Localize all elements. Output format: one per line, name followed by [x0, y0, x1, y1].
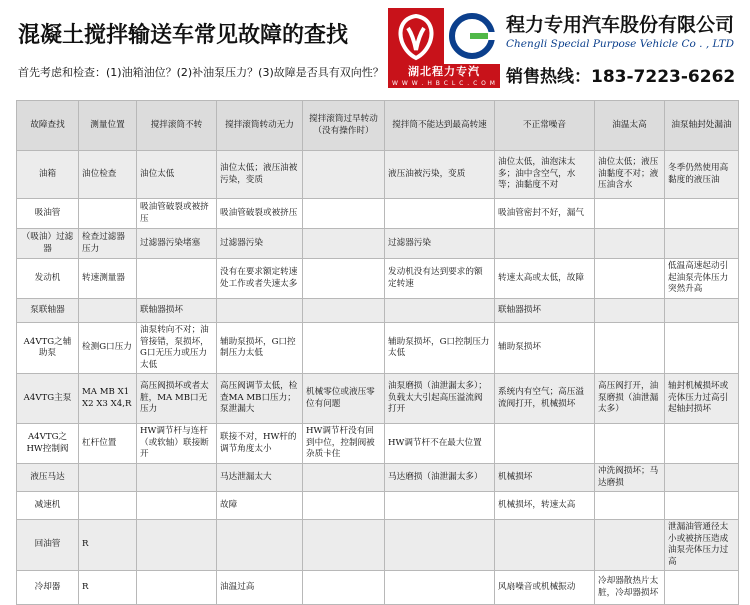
- table-row: [17, 229, 739, 259]
- header-cell: 油温太高: [595, 101, 665, 151]
- table-cell: [385, 520, 495, 571]
- row-label-cell: 液压马达: [17, 464, 79, 492]
- table-cell: [385, 492, 495, 520]
- table-cell: 油位太低；液压油被污染，变质: [217, 151, 303, 199]
- table-cell: [303, 229, 385, 259]
- table-cell: [79, 464, 137, 492]
- table-row: [17, 492, 739, 520]
- table-cell: 检查过滤器压力: [79, 229, 137, 259]
- table-cell: 机械损坏，转速太高: [495, 492, 595, 520]
- table-cell: 过滤器污染堵塞: [137, 229, 217, 259]
- table-row: [17, 299, 739, 323]
- table-cell: [79, 492, 137, 520]
- row-label-cell: （吸油）过滤器: [17, 229, 79, 259]
- table-cell: 油位检查: [79, 151, 137, 199]
- table-cell: 高压阀调节太低，检查MA MB口压力；泵泄漏大: [217, 374, 303, 424]
- table-cell: [595, 323, 665, 374]
- fault-table: [16, 100, 739, 605]
- table-cell: 吸油管密封不好，漏气: [495, 199, 595, 229]
- table-cell: [303, 199, 385, 229]
- table-cell: [303, 520, 385, 571]
- table-cell: 辅助泵损坏，G口控制压力太低: [385, 323, 495, 374]
- table-cell: [495, 229, 595, 259]
- table-cell: R: [79, 571, 137, 605]
- table-cell: [79, 199, 137, 229]
- row-label-cell: 泵联轴器: [17, 299, 79, 323]
- table-cell: [665, 464, 739, 492]
- table-cell: [303, 492, 385, 520]
- table-cell: 辅助泵损坏，G口控制压力太低: [217, 323, 303, 374]
- table-cell: 吸油管破裂或被挤压: [217, 199, 303, 229]
- table-cell: [137, 520, 217, 571]
- table-cell: [595, 199, 665, 229]
- table-cell: HW调节杆与连杆（或软轴）联接断开: [137, 424, 217, 464]
- company-name-en: Chengli Special Purpose Vehicle Co . , LTD: [506, 38, 735, 50]
- header-cell: 搅拌滚筒过早转动（没有操作时）: [303, 101, 385, 151]
- table-cell: 低温高速起动引起油泵壳体压力突然升高: [665, 259, 739, 299]
- table-cell: [665, 199, 739, 229]
- table-cell: 联轴器损坏: [137, 299, 217, 323]
- table-cell: 机械零位或液压零位有问题: [303, 374, 385, 424]
- table-cell: 过滤器污染: [217, 229, 303, 259]
- table-cell: [137, 492, 217, 520]
- table-cell: [595, 229, 665, 259]
- table-cell: 马达泄漏太大: [217, 464, 303, 492]
- table-cell: 转速测量器: [79, 259, 137, 299]
- dongfeng-emblem-icon: [388, 8, 444, 64]
- table-header-row: [17, 101, 739, 151]
- table-cell: [137, 259, 217, 299]
- row-label-cell: 油箱: [17, 151, 79, 199]
- table-cell: [665, 424, 739, 464]
- sales-hotline: 销售热线：183-7223-6262: [506, 67, 736, 87]
- table-cell: [303, 259, 385, 299]
- row-label-cell: 冷却器: [17, 571, 79, 605]
- table-cell: 油泵磨损（油泄漏太多）；负载太大引起高压溢流阀打开: [385, 374, 495, 424]
- header-cell: 搅拌滚筒转动无力: [217, 101, 303, 151]
- table-cell: 没有在要求额定转速处工作或者失速太多: [217, 259, 303, 299]
- table-cell: 马达磨损（油泄漏太多）: [385, 464, 495, 492]
- chengli-emblem-icon: [444, 8, 500, 64]
- logo-white-panel: [444, 8, 500, 64]
- table-cell: 过滤器污染: [385, 229, 495, 259]
- table-cell: R: [79, 520, 137, 571]
- row-label-cell: A4VTG之HW控制阀: [17, 424, 79, 464]
- table-cell: MA MB X1 X2 X3 X4,R: [79, 374, 137, 424]
- header-cell: 搅拌筒不能达到最高转速: [385, 101, 495, 151]
- table-cell: 系统内有空气；高压溢流阀打开，机械损坏: [495, 374, 595, 424]
- table-row: [17, 520, 739, 571]
- table-cell: [665, 571, 739, 605]
- table-cell: HW调节杆没有回到中位，控制阀被杂质卡住: [303, 424, 385, 464]
- table-cell: [137, 464, 217, 492]
- table-cell: [303, 299, 385, 323]
- row-label-cell: 吸油管: [17, 199, 79, 229]
- table-cell: 辅助泵损坏: [495, 323, 595, 374]
- header-cell: 故障查找: [17, 101, 79, 151]
- table-cell: [79, 299, 137, 323]
- table-cell: [385, 571, 495, 605]
- table-cell: [303, 151, 385, 199]
- table-cell: [385, 299, 495, 323]
- table-cell: 泄漏油管通径太小或被挤压造成油泵壳体压力过高: [665, 520, 739, 571]
- table-cell: [665, 229, 739, 259]
- table-cell: 转速太高或太低，故障: [495, 259, 595, 299]
- table-cell: 故障: [217, 492, 303, 520]
- company-logo: [388, 8, 500, 88]
- row-label-cell: 发动机: [17, 259, 79, 299]
- header-cell: 搅拌滚筒不转: [137, 101, 217, 151]
- table-cell: 液压油被污染，变质: [385, 151, 495, 199]
- table-row: [17, 323, 739, 374]
- table-cell: 轴封机械损坏或壳体压力过高引起轴封损坏: [665, 374, 739, 424]
- table-cell: 冲洗阀损坏；马达磨损: [595, 464, 665, 492]
- header-cell: 油泵轴封处漏油: [665, 101, 739, 151]
- table-cell: 杠杆位置: [79, 424, 137, 464]
- table-cell: [665, 492, 739, 520]
- table-cell: 油位太低；液压油黏度不对；液压油含水: [595, 151, 665, 199]
- table-cell: [495, 520, 595, 571]
- table-cell: [217, 299, 303, 323]
- logo-label: 湖北程力专汽: [388, 64, 500, 80]
- table-cell: 检测G口压力: [79, 323, 137, 374]
- table-cell: 油位太低，油泡沫太多；油中含空气，水等；油黏度不对: [495, 151, 595, 199]
- table-cell: [665, 299, 739, 323]
- table-row: [17, 571, 739, 605]
- table-row: [17, 199, 739, 229]
- table-cell: 冬季仍然使用高黏度的液压油: [665, 151, 739, 199]
- table-cell: 联接不对，HW杆的调节角度太小: [217, 424, 303, 464]
- table-cell: [217, 520, 303, 571]
- table-cell: [665, 323, 739, 374]
- table-cell: 油泵转向不对；油管接错，泵损坏，G口无压力或压力太低: [137, 323, 217, 374]
- table-cell: 油温过高: [217, 571, 303, 605]
- table-cell: [495, 424, 595, 464]
- table-cell: 风扇噪音或机械振动: [495, 571, 595, 605]
- table-cell: 吸油管破裂或被挤压: [137, 199, 217, 229]
- row-label-cell: 回油管: [17, 520, 79, 571]
- table-row: [17, 259, 739, 299]
- table-cell: 发动机没有达到要求的额定转速: [385, 259, 495, 299]
- table-cell: [595, 520, 665, 571]
- table-row: [17, 424, 739, 464]
- row-label-cell: A4VTG之辅助泵: [17, 323, 79, 374]
- table-cell: [137, 571, 217, 605]
- page-subtitle: 首先考虑和检查：(1)油箱油位？(2)补油泵压力？(3)故障是否具有双向性？: [18, 66, 384, 79]
- table-cell: 冷却器散热片太脏，冷却器损坏: [595, 571, 665, 605]
- table-cell: 联轴器损坏: [495, 299, 595, 323]
- header-cell: 不正常噪音: [495, 101, 595, 151]
- table-cell: [385, 199, 495, 229]
- header-cell: 测量位置: [79, 101, 137, 151]
- table-cell: 高压阀打开，油泵磨损（油泄漏太多）: [595, 374, 665, 424]
- table-row: [17, 151, 739, 199]
- table-cell: [595, 424, 665, 464]
- table-cell: 油位太低: [137, 151, 217, 199]
- table-cell: [595, 299, 665, 323]
- table-cell: [303, 323, 385, 374]
- table-row: [17, 464, 739, 492]
- row-label-cell: 减速机: [17, 492, 79, 520]
- row-label-cell: A4VTG主泵: [17, 374, 79, 424]
- logo-url: W W W . H B C L C . C O M: [388, 80, 500, 88]
- table-cell: [595, 492, 665, 520]
- table-cell: HW调节杆不在最大位置: [385, 424, 495, 464]
- table-cell: [303, 464, 385, 492]
- company-name-cn: 程力专用汽车股份有限公司: [506, 14, 735, 36]
- table-row: [17, 374, 739, 424]
- table-cell: 高压阀损坏或者太脏，MA MB口无压力: [137, 374, 217, 424]
- table-cell: [303, 571, 385, 605]
- table-cell: 机械损坏: [495, 464, 595, 492]
- page-title: 混凝土搅拌输送车常见故障的查找: [18, 23, 349, 48]
- table-cell: [595, 259, 665, 299]
